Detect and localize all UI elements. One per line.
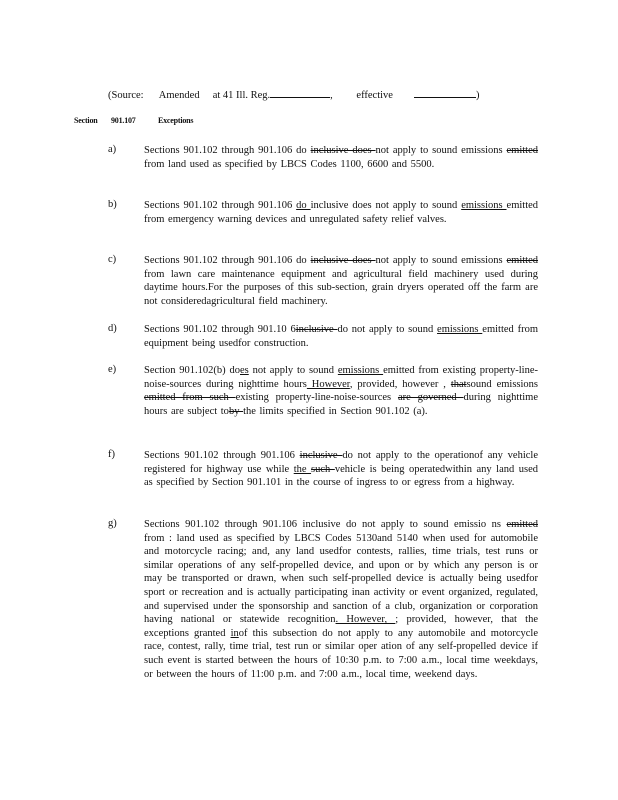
inserted-text: do [296,200,311,211]
subsection-label: b) [108,199,117,210]
subsection-label: a) [108,144,117,155]
text-run: from : land used as specified by LBCS Codes 5130and 5140 when used for automobile and motorcycle racing; and, any land usedfor contests, rallies, time trials, test runs or similar operations of any self-propelled device, and upon or by which any person is or may be transported or drawn, when such self-propelled device is actually being usedfor sport or recreation and is actually participating inan activity or event organized, regulated, and supervised under the sponsorship and sanction of a club, organization or corporation having national or statewide recognition [144,532,538,626]
text-run: from lawn care maintenance equipment and agricultural field machinery used during daytime hours.For the purposes of this sub-section, grain dryers operated off the farm are not consideredagricultural field machinery. [144,268,538,307]
inserted-text: emissions [337,365,384,376]
deleted-text: emitted [506,519,538,530]
deleted-text: inclusive does [310,255,376,266]
inserted-text: emissions [437,324,483,335]
source-close: ) [475,90,480,101]
text-run: vehicle is being operatedwithin any land used as specified by Section 901.101 in the course of ingress to or egress from a highway. [144,463,539,489]
text-run: of this subsection do not apply to any automobile and motorcycle race, contest, rally, time trial, test run or similar oper ation of any self-propelled device if such event is started between the hours of 10:30 p.m. to 7:00 a.m., local time weekdays, or between the hours of 11:00 p.m. and 7:00 a.m., local time, weekend days. [144,627,539,680]
subsection-text [144,199,538,226]
subsection-text [144,254,538,308]
text-run: ; provided, however, that the exceptions granted [144,614,538,639]
deleted-text: that [450,378,467,390]
text-run: not apply to sound emissions [375,255,507,266]
subsection-label: d) [108,323,117,334]
deleted-text: emitted [506,255,539,266]
inserted-text: emissions [461,200,507,211]
text-run: emitted from emergency warning devices and unregulated safety relief valves. [144,200,539,225]
text-run: Sections 901.102 through 901.106 [144,450,300,461]
deleted-text: inclusive [299,450,343,461]
section-title: Exceptions [158,116,194,125]
section-number: 901.107 [111,116,136,125]
source-amended: Amended [158,90,200,101]
text-run: Section 901.102(b) do [144,365,240,376]
subsection-text [144,323,538,350]
deleted-text: inclusive does [310,145,376,156]
deleted-text: by [228,405,244,417]
deleted-text: are governed [397,392,464,404]
deleted-text: emitted from such [144,392,236,404]
text-run: emitted from equipment being usedfor construction. [144,324,538,349]
source-register: at 41 Ill. Reg. [212,90,271,101]
inserted-text: es [240,365,249,376]
inserted-text: the [293,463,312,475]
subsection-text [144,449,538,490]
text-run: the limits specified in Section 901.102 (a). [243,405,428,417]
text-run: during nighttime hours are subject to [144,392,538,417]
deleted-text: inclusive [295,324,338,335]
deleted-text: such [311,463,335,475]
subsection-label: f) [108,449,115,460]
text-run: Sections 901.102 through 901.106 do [144,255,311,266]
text-run: do not apply to sound [337,324,438,335]
subsection-label: e) [108,364,117,375]
text-run: Sections 901.102 through 901.106 inclusive do not apply to sound emissio ns [144,519,507,530]
effective-blank [414,87,476,98]
text-run: existing property-line-noise-sources [235,392,398,404]
inserted-text: . However, [335,614,396,626]
text-run: Sections 901.102 through 901.106 [144,200,297,211]
text-run: inclusive does not apply to sound [310,200,462,211]
section-label: Section [74,116,98,125]
register-blank [270,87,330,98]
subsection-text [144,364,538,418]
text-run: not apply to sound [252,365,338,376]
inserted-text: However [306,378,350,390]
text-run: from land used as specified by LBCS Codes 1100, 6600 and 5500. [144,158,435,170]
subsection-label: g) [108,518,117,529]
source-note: (Source: Amended at 41 Ill. Reg. , effective ) [108,87,479,101]
text-run: emitted from existing property-line-noise-sources during nighttime hours [144,365,539,390]
source-effective: effective [356,90,393,101]
subsection-label: c) [108,254,117,265]
text-run: Sections 901.102 through 901.10 6 [144,324,296,335]
subsection-text [144,144,538,171]
source-open: (Source: [108,90,144,101]
inserted-text: in [230,627,239,639]
text-run: , provided, however , [349,378,451,390]
text-run: not apply to sound emissions [375,145,507,156]
text-run: Sections 901.102 through 901.106 do [144,145,311,156]
text-run: do not apply to the operationof any vehicle registered for highway use while [144,450,538,475]
deleted-text: emitted [506,145,539,156]
text-run: sound emissions [466,378,538,390]
subsection-text [144,518,538,681]
